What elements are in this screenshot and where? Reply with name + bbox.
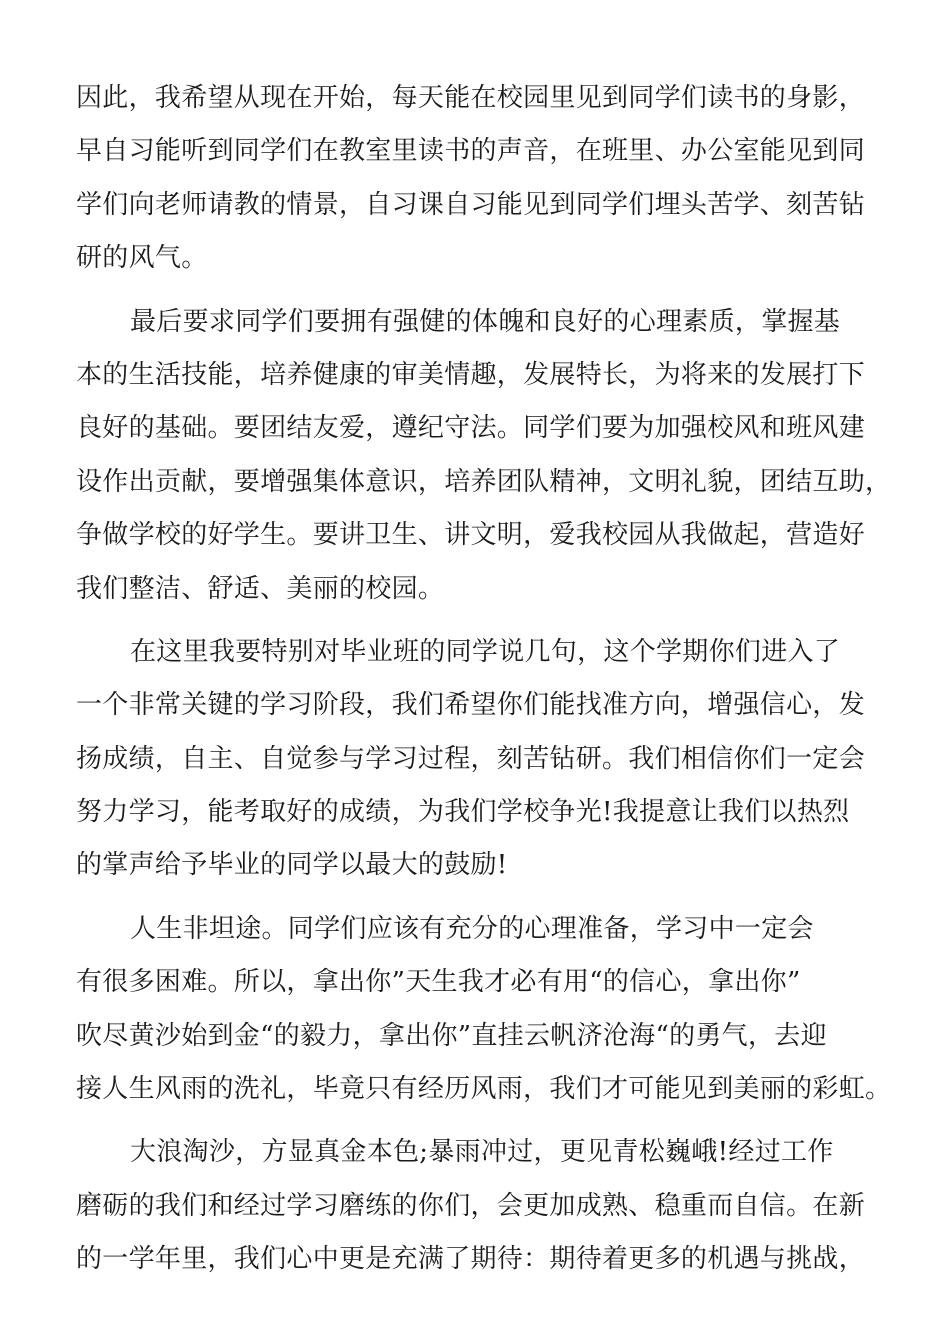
text-line: 的掌声给予毕业的同学以最大的鼓励! xyxy=(76,850,508,881)
text-line: 接人生风雨的洗礼，毕竟只有经历风雨，我们才可能见到美丽的彩虹。 xyxy=(76,1074,892,1105)
text-line: 研的风气。 xyxy=(76,243,208,274)
text-line: 在这里我要特别对毕业班的同学说几句，这个学期你们进入了 xyxy=(130,636,841,667)
text-line: 磨砺的我们和经过学习磨练的你们，会更加成熟、稳重而自信。在新 xyxy=(76,1190,866,1221)
text-line: 一个非常关键的学习阶段，我们希望你们能找准方向，增强信心，发 xyxy=(76,690,866,721)
text-line: 努力学习，能考取好的成绩，为我们学校争光!我提意让我们以热烈 xyxy=(76,797,850,828)
text-line: 有很多困难。所以，拿出你”天生我才必有用“的信心，拿出你” xyxy=(76,967,801,998)
text-line: 设作出贡献，要增强集体意识，培养团队精神，文明礼貌，团结互助， xyxy=(76,466,892,497)
paragraph-2 xyxy=(76,296,906,616)
document-page xyxy=(76,72,906,1297)
text-line: 因此，我希望从现在开始，每天能在校园里见到同学们读书的身影， xyxy=(76,83,866,113)
text-line: 最后要求同学们要拥有强健的体魄和良好的心理素质，掌握基 xyxy=(130,306,841,337)
text-line: 扬成绩，自主、自觉参与学习过程，刻苦钻研。我们相信你们一定会 xyxy=(76,743,866,774)
paragraph-5 xyxy=(76,1126,906,1286)
text-line: 吹尽黄沙始到金“的毅力，拿出你”直挂云帆济沧海“的勇气，去迎 xyxy=(76,1020,827,1051)
paragraph-3 xyxy=(76,626,906,893)
paragraph-1 xyxy=(76,72,906,286)
text-line: 学们向老师请教的情景，自习课自习能见到同学们埋头苦学、刻苦钻 xyxy=(76,189,866,220)
text-line: 大浪淘沙，方显真金本色;暴雨冲过，更见青松巍峨!经过工作 xyxy=(130,1137,834,1168)
text-line: 我们整洁、舒适、美丽的校园。 xyxy=(76,573,445,604)
paragraph-4 xyxy=(76,903,906,1117)
text-line: 的一学年里，我们心中更是充满了期待：期待着更多的机遇与挑战， xyxy=(76,1244,866,1275)
text-line: 本的生活技能，培养健康的审美情趣，发展特长，为将来的发展打下 xyxy=(76,359,866,390)
text-line: 人生非坦途。同学们应该有充分的心理准备，学习中一定会 xyxy=(130,913,814,944)
text-line: 争做学校的好学生。要讲卫生、讲文明，爱我校园从我做起，营造好 xyxy=(76,520,866,551)
text-line: 早自习能听到同学们在教室里读书的声音，在班里、办公室能见到同 xyxy=(76,136,866,167)
text-line: 良好的基础。要团结友爱，遵纪守法。同学们要为加强校风和班风建 xyxy=(76,413,866,444)
